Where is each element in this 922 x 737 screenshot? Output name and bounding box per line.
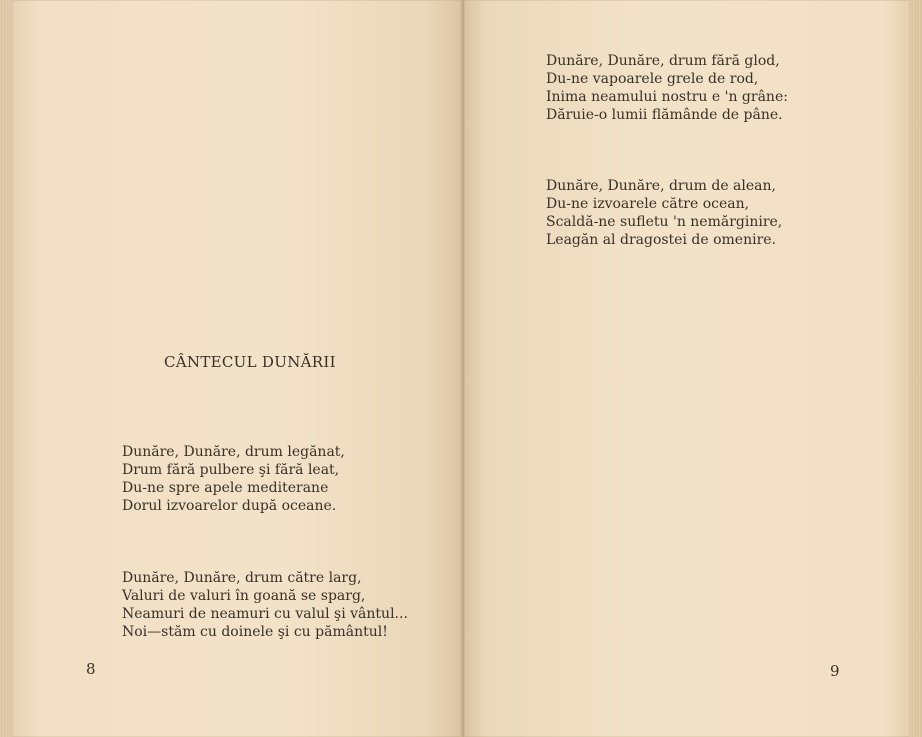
- verse-line: Du-ne spre apele mediterane: [122, 480, 329, 496]
- stanza-4: [546, 177, 782, 249]
- verse-line: Neamuri de neamuri cu valul şi vântul...: [122, 606, 408, 622]
- verse-line: Dăruie-o lumii flămânde de pâne.: [546, 107, 783, 123]
- left-page: [12, 0, 464, 737]
- stanza-1: [122, 443, 345, 515]
- verse-line: Noi—stăm cu doinele şi cu pământul!: [122, 624, 388, 640]
- verse-line: Inima neamului nostru e 'n grâne:: [546, 89, 788, 105]
- verse-line: Scaldă-ne sufletu 'n nemărginire,: [546, 214, 783, 230]
- page-number-right: 9: [830, 662, 840, 680]
- verse-line: Leagăn al dragostei de omenire.: [546, 232, 777, 248]
- verse-line: Drum fără pulbere şi fără leat,: [122, 462, 340, 478]
- verse-line: Dunăre, Dunăre, drum fără glod,: [546, 53, 780, 69]
- right-page: [464, 0, 911, 737]
- verse-line: Dunăre, Dunăre, drum către larg,: [122, 570, 362, 586]
- stanza-3: [546, 52, 788, 124]
- verse-line: Du-ne izvoarele către ocean,: [546, 196, 750, 212]
- poem-title: CÂNTECUL DUNĂRII: [164, 353, 336, 371]
- verse-line: Dunăre, Dunăre, drum de alean,: [546, 178, 776, 194]
- page-number-left: 8: [86, 660, 96, 678]
- stanza-2: [122, 569, 408, 641]
- right-page-edges: [909, 0, 922, 737]
- verse-line: Dorul izvoarelor după oceane.: [122, 498, 337, 514]
- verse-line: Du-ne vapoarele grele de rod,: [546, 71, 759, 87]
- verse-line: Dunăre, Dunăre, drum legănat,: [122, 444, 345, 460]
- verse-line: Valuri de valuri în goană se sparg,: [122, 588, 366, 604]
